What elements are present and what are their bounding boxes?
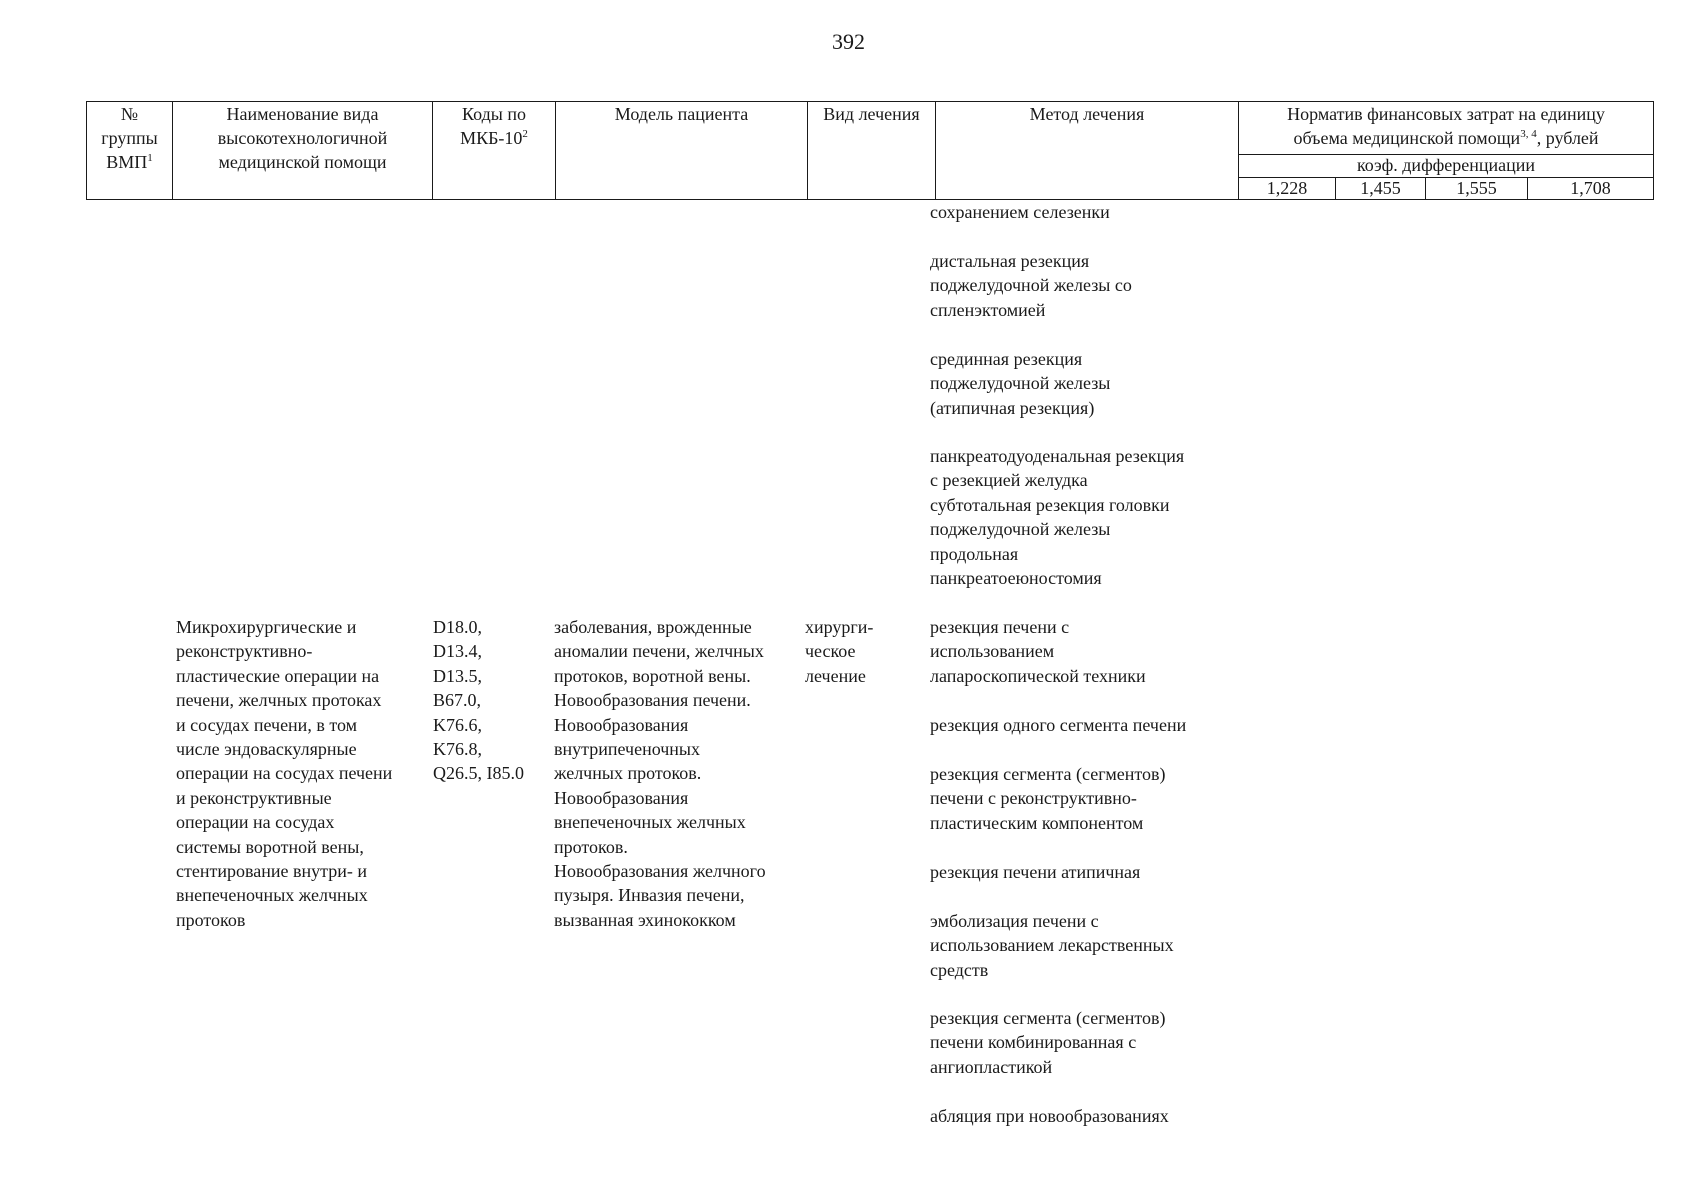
page-number: 392 (832, 29, 865, 54)
care-type-text: Микрохирургические и реконструктивно- пластические операции на печени, желчных протоках и сосудах печени, в том числе эндоваскулярные операции на сосудах печени и реконструктивные операции на сосудах системы воротной вены, стентирование внутри- и внепеченочных желчных протоков (176, 617, 393, 930)
header-financial-norm: Норматив финансовых затрат на единицу объема медицинской помощи$^{3, 4}$, рублей (1239, 102, 1654, 155)
coef-value: 1,555 (1426, 177, 1528, 199)
icd-codes-text: D18.0, D13.4, D13.5, B67.0, K76.6, K76.8, Q26.5, I85.0 (433, 617, 524, 784)
method-item: дистальная резекция поджелудочной железы со спленэктомией (930, 251, 1132, 320)
coef-value: 1,228 (1239, 177, 1336, 199)
header-treatment-type: Вид лечения (808, 102, 936, 200)
method-item: резекция печени атипичная (930, 862, 1141, 882)
method-item: резекция одного сегмента печени (930, 715, 1187, 735)
header-care-type: Наименование вида высокотехнологичной медицинской помощи (173, 102, 433, 200)
method-item: резекция сегмента (сегментов) печени комбинированная с ангиопластикой (930, 1008, 1166, 1077)
coef-value: 1,708 (1528, 177, 1654, 199)
treatment-type-text: хирурги- ческое лечение (805, 617, 874, 686)
header-icd-codes: Коды по МКБ-$10^2$ (433, 102, 556, 200)
header-treatment-method: Метод лечения (936, 102, 1239, 200)
coef-value: 1,455 (1336, 177, 1426, 199)
header-patient-model: Модель пациента (556, 102, 808, 200)
method-item: срединная резекция поджелудочной железы (атипичная резекция) (930, 349, 1111, 418)
method-item: панкреатодуоденальная резекция с резекцией желудка субтотальная резекция головки поджелудочной железы продольная панкреатоеюностомия (930, 446, 1185, 589)
patient-model-text: заболевания, врожденные аномалии печени, желчных протоков, воротной вены. Новообразования печени. Новообразования внутрипеченочных желчных протоков. Новообразования внепеченочных желчных протоков. Новообразования желчного пузыря. Инвазия печени, вызванная эхинококком (554, 617, 766, 930)
method-item: абляция при новообразованиях (930, 1106, 1169, 1126)
method-item: резекция сегмента (сегментов) печени с реконструктивно- пластическим компонентом (930, 764, 1166, 833)
header-coef-label: коэф. дифференциации (1239, 155, 1654, 177)
table-header (86, 101, 1654, 200)
header-group-number: № группы ВМП$^1$ (87, 102, 173, 200)
method-item: эмболизация печени с использованием лекарственных средств (930, 911, 1174, 980)
method-item: резекция печени с использованием лапароскопической техники (930, 617, 1146, 686)
method-item: сохранением селезенки (930, 202, 1110, 222)
